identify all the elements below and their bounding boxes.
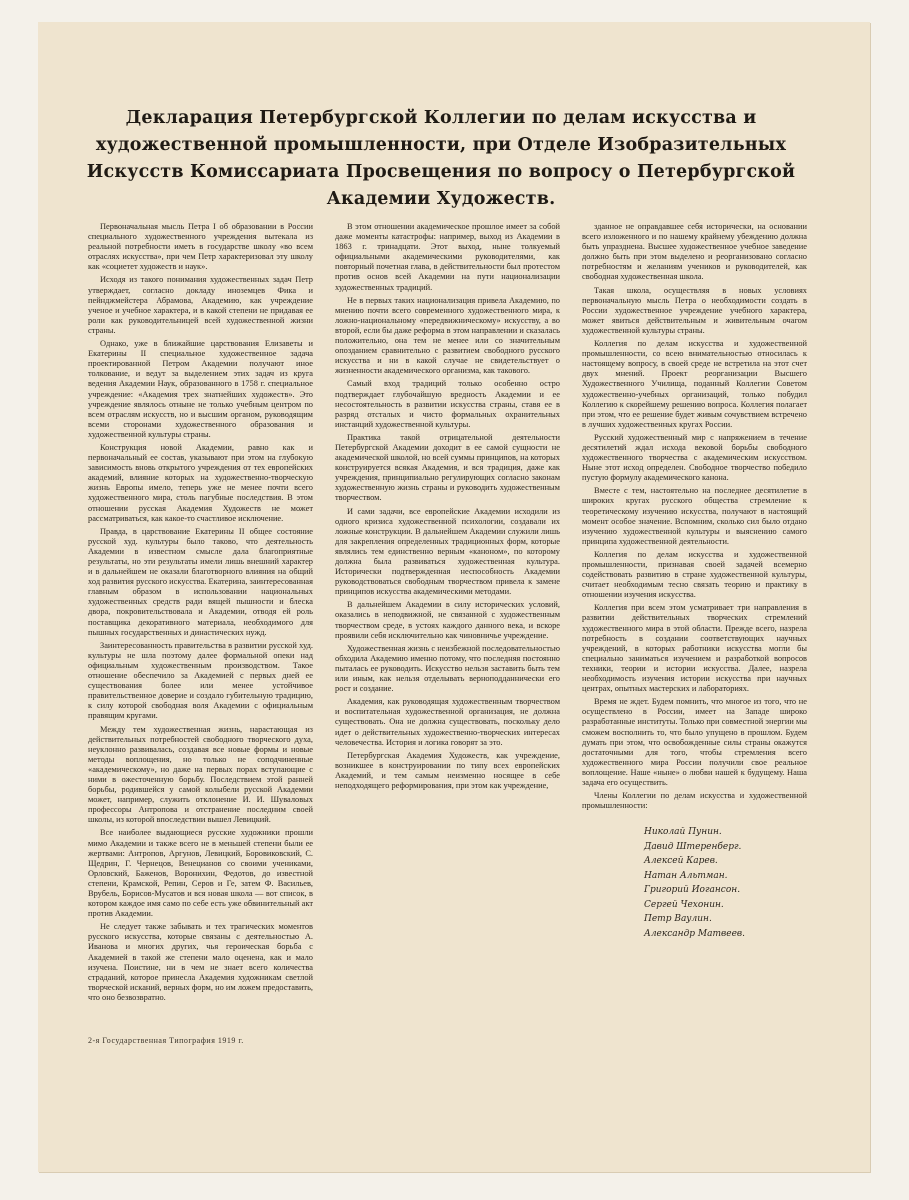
paragraph: Не в первых таких национализация привела Академию, по мнению почти всего современного художественного мира, к ложно-национальному «передвижническому» искусству, а во второй, если бы даже реформа в этом направлении и сказалась положительно, она тем не менее или со значительным опозданием сравнительно с развитием свободного русского искусства и ни в какой случае не свидетельствует о жизненности академического организма, как такового. (335, 295, 560, 376)
signature-list (582, 825, 807, 941)
paragraph: Заинтересованность правительства в развитии русской худ. культуры не шла поэтому далее формальной опеки над официальным художественным производством. Такое отношение обеспечило за Академией с первых дней ее существования более или менее устойчивое правительственное доверие и создало губительную традицию, к силу которой свободная воля Академии с официальным правящим кругами. (88, 640, 313, 721)
paragraph: Коллегия по делам искусства и художественной промышленности, признавая своей задачей всемерно содействовать развитию в стране художественной культуры, считает необходимым тесно связать теорию и практику в отношении изучения искусства. (582, 549, 807, 600)
signatory: Давид Штеренберг. (644, 841, 742, 852)
closing-paragraph: Члены Коллегии по делам искусства и художественной промышленности: (582, 791, 807, 811)
signatory: Петр Ваулин. (644, 914, 712, 925)
printer-imprint: 2-я Государственная Типография 1919 г. (88, 1036, 244, 1045)
signatory: Алексей Карев. (644, 856, 718, 867)
paragraph: Коллегия при всем этом усматривает три направления в развитии действительных творческих стремлений художественного мира в этой области. Прежде всего, назрела потребность в создании соответствующих научных учреждений, в которых работники искусства могли бы специально заниматься изучением и разработкой вопросов техники, теории и истории искусства. Далее, назрела необходимость изучения истории искусства при научных центрах, опытных мастерских и лабораториях. (582, 603, 807, 694)
paragraph: Петербургская Академия Художеств, как учреждение, возникшее в конструировании по типу всех европейских Академий, и тем самым неизменно носящее в себе неподходящего реформирования, при этом как учреждение, (335, 750, 560, 790)
paragraph: Практика такой отрицательной деятельности Петербургской Академии доходит в ее самой сущности не академической школой, но всей суммы принципов, на которых конструируется всякая Академия, и вся традиция, даже как учреждения, принципиально регулирующих согласно законам художественную жизнь страны и руководить художественным творчеством. (335, 432, 560, 503)
paragraph: Русский художественный мир с напряжением в течение десятилетий ждал исхода вековой борьбы свободного художественного творчества с академическим искусством. Ныне этот исход определен. Свободное творчество победило пустую формулу академического канона. (582, 432, 807, 483)
signatory: Натан Альтман. (644, 870, 728, 881)
paragraph: Академия, как руководящая художественным творчеством и воспитательная художественной организация, не должна существовать. Она не должна существовать, поскольку дело идет о действительных художественно-творческих интересах человечества. История и логика говорят за это. (335, 697, 560, 747)
paragraph: Между тем художественная жизнь, нарастающая из действительных потребностей свободного творческого духа, неуклонно развивалась, создавая все новые формы и новые методы воплощения, но только не соподчиненные «академическому», но даже на первых порах вступающие с ними в ожесточенную борьбу. Последствием этой ранней борьбы, родившейся у самой колыбели русской Академии может, например, служить отклонение И. И. Шуваловых профессоры Антропова и отстранение последним своей школы, из которой впоследствии вышел Левицкий. (88, 724, 313, 825)
signatory: Григорий Иогансон. (644, 885, 741, 896)
paragraph: В дальнейшем Академии в силу исторических условий, оказались в неподвижной, не связанной с художественным творчеством среде, в устоях каждого данного века, и вскоре проявили себя исключительно как чиновничье учреждение. (335, 600, 560, 640)
signatory: Сергей Чехонин. (644, 899, 724, 910)
signatory: Николай Пунин. (644, 827, 722, 838)
paragraph: Такая школа, осуществляя в новых условиях первоначальную мысль Петра о необходимости создать в России художественное учреждение учебного характера, может явиться действительным и живительным очагом художественной культуры страны. (582, 285, 807, 335)
paragraph: Вместе с тем, настоятельно на последнее десятилетие в широких кругах русского общества стремление к теоретическому изучению искусства, получают в настоящий момент особое значение. Вспомним, сколько сил было отдано изучению художественной культуры и выяснению самого принципа художественной деятельности. (582, 486, 807, 546)
document-title: Декларация Петербургской Коллегии по делам искусства и художественной промышленности, при Отделе Изобразительных Искусств Комиссариата Просвещения по вопросу о Петербургской Академии Художеств. (86, 108, 796, 209)
paragraph: Не следует также забывать и тех трагических моментов русского искусства, которые связаны с деятельностью А. Иванова и многих других, чья героическая борьба с Академией в такой же степени мало оценена, как и мало изучена. Поистине, ни в чем не знает всего количества страданий, которое принесла Академия художникам светлой творческой исканий, верных форм, но им ложем предоставить, что оно безвозвратно. (88, 922, 313, 1002)
text-column-3 (582, 222, 807, 1022)
paragraph: Художественная жизнь с неизбежной последовательностью обходила Академию именно потому, что последняя постоянно пыталась ее руководить. Искусство нельзя заставить быть тем или иным, как нельзя отделывать верноподданнически его рост и создание. (335, 643, 560, 694)
signatory: Александр Матвеев. (644, 928, 746, 939)
paragraph: Однако, уже в ближайшие царствования Елизаветы и Екатерины II специальное художественное задача проектированной Петром Академии получают иное толкование, и ведут за выделением этих задач из круга ведения Академии Наук, образованного в 1758 г. специальное учреждение: «Академия трех знатнейших художеств». Это учреждение являлось отныне не только учебным центром по всем отраслям искусств, но и высшим органом, руководящим всеми сторонами художественного образования и художественной культуры страны. (88, 339, 313, 439)
paragraph: В этом отношении академическое прошлое имеет за собой даже моменты катастрофы: например, выход из Академии в 1863 г. тринадцати. Этот выход, ныне толкуемый официальными академическими руководителями, как повторный почетная глава, в действительности был протестом против основ всей Академии на пути национализации художественных традиций. (335, 222, 560, 292)
paragraph: Все наиболее выдающиеся русские художники прошли мимо Академии и также всего не в меньшей степени были ее жертвами: Антропов, Аргунов, Левицкий, Боровиковский, С. Щедрин, Г. Чернецов, Венецианов со своими учениками, Орловский, Баженов, Воронихин, Федотов, до известной степени, Крамской, Репин, Серов и Ге, затем Ф. Васильев, Врубель, Борисов-Мусатов и вся новая школа — вот список, в котором каждое имя само по себе есть уже обвинительный акт против Академии. (88, 828, 313, 919)
paragraph: Коллегия по делам искусства и художественной промышленности, со всею внимательностью относилась к настоящему вопросу, в своей среде не встретила на этот счет двух мнений. Проект реорганизации Высшего Художественного Училища, поданный Коллегии Советом художественно-учебных организаций, только побудил Коллегию к скорейшему решению вопроса. Коллегия полагает при этом, что ее решение будет живым сочувствием встречено в лучших художественных кругах России. (582, 339, 807, 429)
paragraph: Правда, в царствование Екатерины II общее состояние русской худ. культуры было таково, что деятельность Академии в известном смысле дала благоприятные результаты, но эти результаты имели лишь внешний характер и в дальнейшем не оказали благотворного влияния на общий ход развития русского искусства. Екатерина, заинтересованная главным образом в использовании национальных художественных средств ради вящей пышности и блеска двора, покровительствовала и Академии, отводя ей роль поставщика декоративного материала, необходимого для пышных государственных и династических нужд. (88, 526, 313, 637)
text-column-2 (335, 222, 560, 1022)
paragraph: Самый вход традиций только особенно остро подтверждает глубочайшую вредность Академии и ее несостоятельность в развитии искусства страны, ставя ее в разряд отсталых и чисто формальных охранительных инстанций художественной культуры. (335, 379, 560, 429)
paragraph: Первоначальная мысль Петра I об образовании в России специального художественного учреждения вытекала из реальной потребности иметь в государстве школу «во всем отраслях искусства», при чем Петр характеризовал эту школу как «социетет художеств и наук». (88, 222, 313, 272)
paragraph: Конструкция новой Академии, равно как и первоначальный ее состав, указывают при этом на глубокую зависимость вновь открытого учреждения от тех европейских академий, влияние которых на художественно-творческую жизнь Европы имело, теперь уже не менее почти всего художественного мира, столь пагубные последствия. В этом отношении русская Академия Художеств не может рассматриваться, как какое-то счастливое исключение. (88, 442, 313, 523)
paragraph: И сами задачи, все европейские Академии исходили из одного кризиса художественной психологии, создавали их ложные конструкции. В дальнейшем Академии служили лишь для закрепления определенных традиционных форм, которые являлись тем единственно верным «каноном», по которому должна была развиваться художественная культура. Исторически подтвержденная неспособность Академии руководствоваться свободным творчеством привела к замене принципов искусства академическими методами. (335, 506, 560, 597)
text-column-1 (88, 222, 313, 1022)
paragraph: зданное не оправдавшее себя исторически, на основании всего изложенного и по нашему крайнему убеждению должна быть упразднена. Высшее художественное учебное заведение должно быть при этом выделено и реорганизовано согласно потребностям и желаниям учеников и руководителей, как свободная художественная школа. (582, 222, 807, 282)
paragraph: Время не ждет. Будем помнить, что многое из того, что не осуществлено в России, имеет на Западе широко разработанные институты. Только при совместной энергии мы сможем восполнить то, что было упущено в прошлом. Будем думать при этом, что освобожденные силы страны окажутся достаточными для того, чтобы стремления всего художественного мира России получили свое реальное воплощение. Наше «ныне» о любви нашей к будущему. Наша задача его осуществить. (582, 697, 807, 787)
body-columns (88, 222, 808, 1022)
paragraph: Исходя из такого понимания художественных задач Петр утверждает, согласно докладу иноземцев Фика и пейнджмейстера Абрамова, Академию, как учреждение ученое и учебное характера, и в какой степени не придавая ее роли как руководительницей всей художественной жизни страны. (88, 275, 313, 335)
